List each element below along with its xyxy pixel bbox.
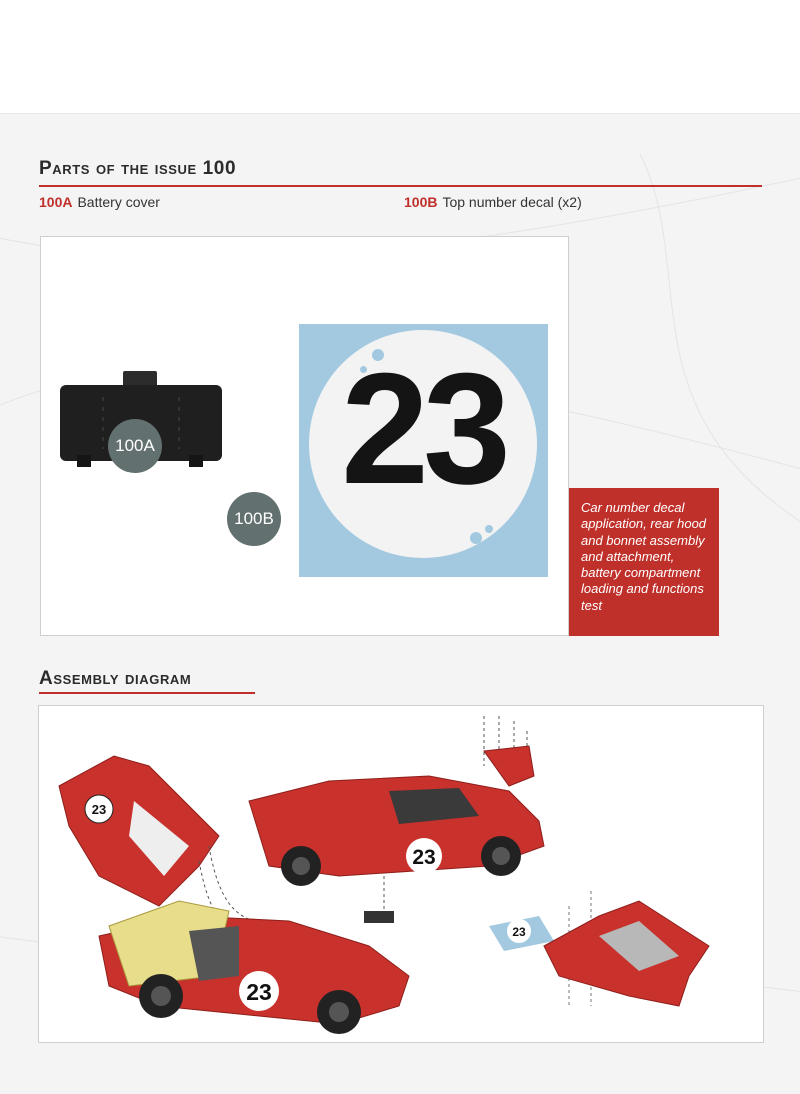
parts-title-rule: [39, 185, 762, 187]
decal-number-text: 23: [341, 341, 505, 517]
part-item-100b: [404, 194, 582, 210]
assembly-section-title: Assembly diagram: [39, 668, 192, 689]
parts-section-title: Parts of the issue 100: [39, 158, 237, 179]
part-code: 100B: [404, 194, 438, 210]
car-bottom-number: 23: [246, 979, 272, 1005]
assembly-diagram-panel: [38, 705, 764, 1043]
part-label-100a: 100A: [108, 419, 162, 473]
car-open-bottom: [99, 901, 409, 1034]
top-margin: [0, 0, 800, 114]
decal-hole: [485, 525, 493, 533]
car-assembled-top: [249, 776, 544, 923]
hood-decal-number: 23: [91, 802, 107, 817]
decal-hole: [470, 532, 482, 544]
rear-hood-left: [59, 756, 219, 906]
part-name: Battery cover: [77, 194, 160, 210]
part-item-100a: [39, 194, 160, 210]
issue-description-box: Car number decal application, rear hood and bonnet assembly and attachment, battery compartment loading and functions test: [569, 488, 719, 636]
car-top-number: 23: [412, 846, 436, 869]
part-name: Top number decal (x2): [442, 194, 582, 210]
decal-sheet-number: 23: [512, 925, 526, 939]
assembly-diagram-illustration: [39, 706, 763, 1042]
part-label-100b: 100B: [227, 492, 281, 546]
assembly-title-rule: [39, 692, 255, 694]
part-code: 100A: [39, 194, 73, 210]
